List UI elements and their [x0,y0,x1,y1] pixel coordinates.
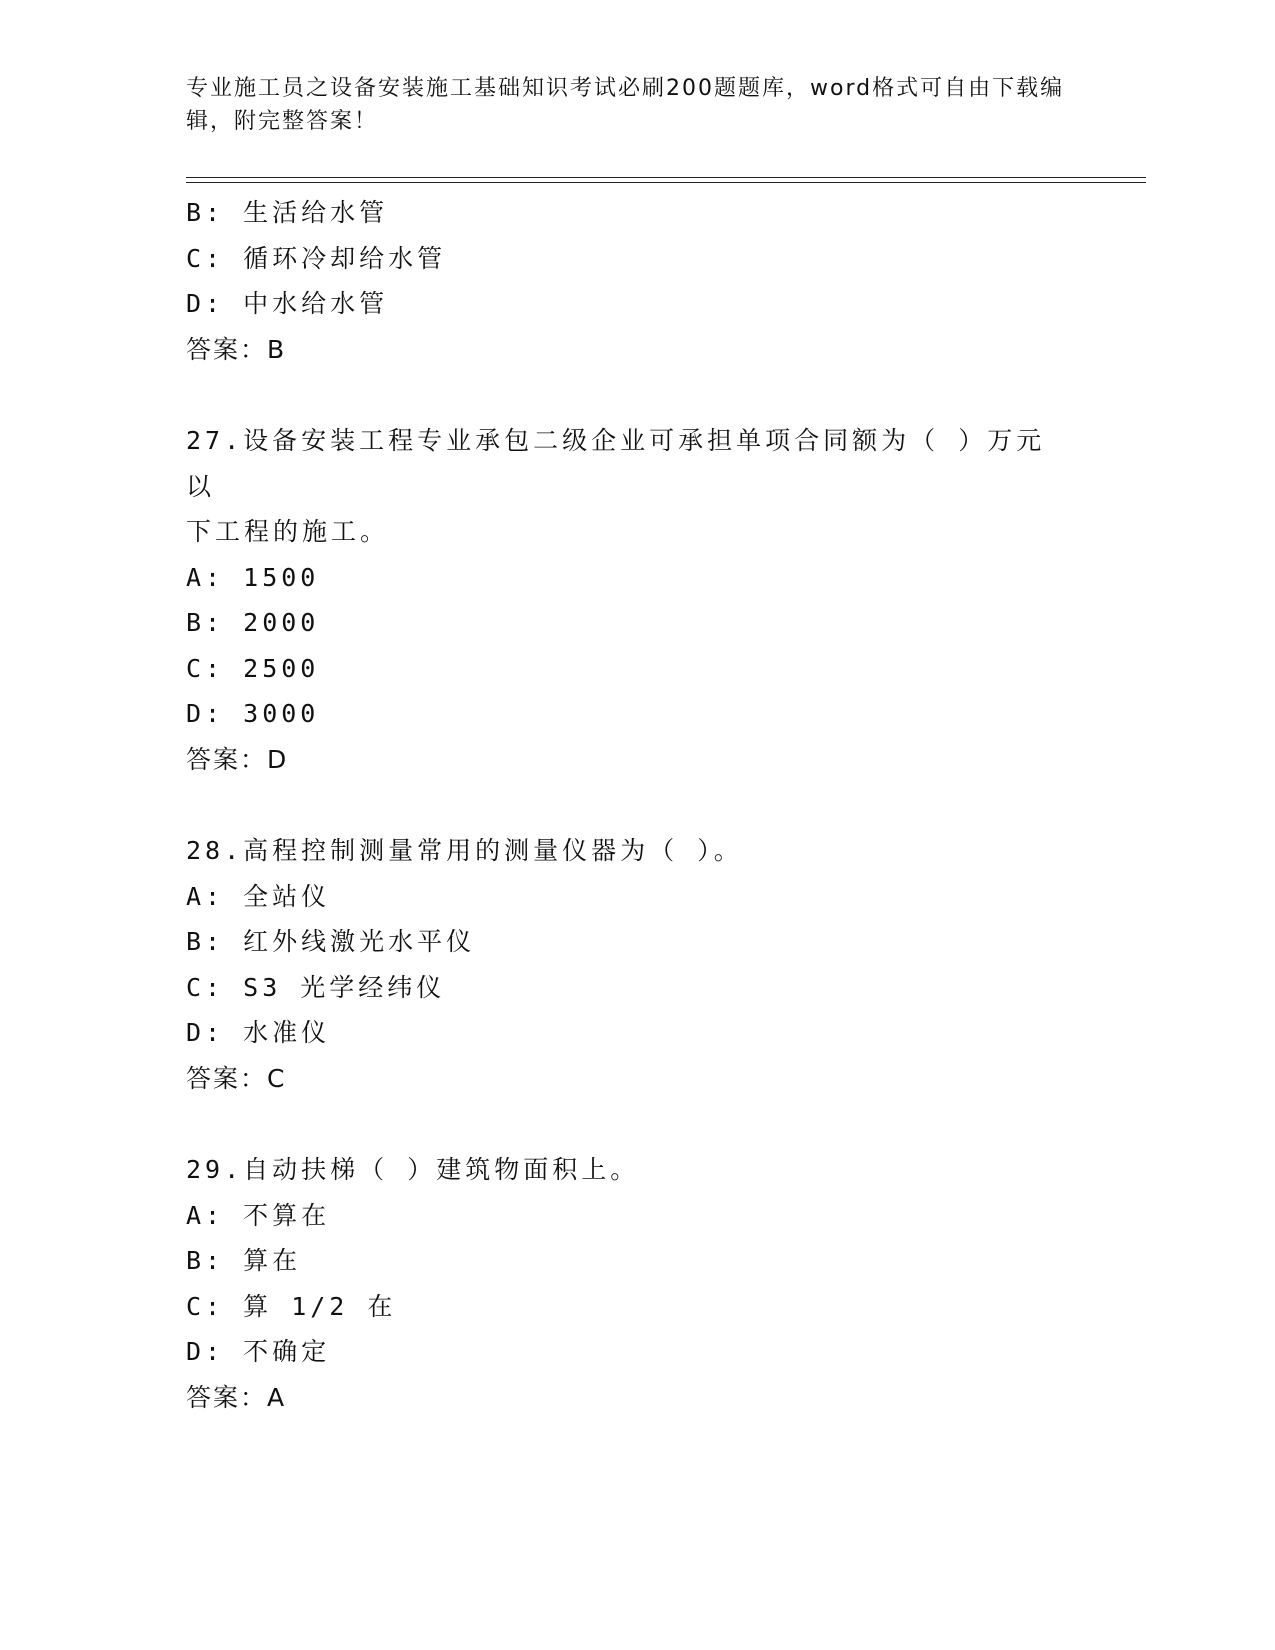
option-c: C: S3 光学经纬仪 [186,972,446,1002]
document-header: 专业施工员之设备安装施工基础知识考试必刷200题题库，word格式可自由下载编辑，附完整答案！ [186,76,1065,134]
header-divider-bottom [186,182,1146,183]
option-d: D: 水准仪 [186,1018,331,1047]
option-a: A: 全站仪 [186,881,331,911]
question-stem-line: 29.自动扶梯（ ）建筑物面积上。 [186,1155,640,1184]
question-list [186,190,1086,1420]
answer-line: 答案：A [186,1382,287,1412]
question-stem [186,1147,1066,1193]
option-b: B: 2000 [186,608,320,637]
question-stem [186,828,1066,874]
question-29 [186,1147,1086,1420]
question-stem-line: 下工程的施工。 [186,517,390,546]
option-d: D: 不确定 [186,1337,331,1366]
option-c: C: 循环冷却给水管 [186,243,447,273]
option-a: A: 1500 [186,562,320,592]
question-stem-line: 27.设备安装工程专业承包二级企业可承担单项合同额为（ ）万元以 [186,426,1046,501]
question-28 [186,828,1086,1101]
answer-line: 答案：B [186,334,287,364]
option-c: C: 算 1/2 在 [186,1291,397,1321]
question-stem-line: 28.高程控制测量常用的测量仪器为（ ）。 [186,836,743,865]
option-d: D: 3000 [186,699,320,728]
answer-line: 答案：D [186,744,289,774]
option-c: C: 2500 [186,653,320,683]
question-27 [186,418,1086,782]
header-divider-top [186,177,1146,178]
option-b: B: 红外线激光水平仪 [186,927,476,956]
question-26-continuation [186,190,1086,372]
question-stem [186,418,1066,555]
answer-line: 答案：C [186,1063,287,1093]
option-d: D: 中水给水管 [186,289,389,318]
option-b: B: 算在 [186,1246,302,1275]
option-b: B: 生活给水管 [186,198,389,227]
option-a: A: 不算在 [186,1200,331,1230]
